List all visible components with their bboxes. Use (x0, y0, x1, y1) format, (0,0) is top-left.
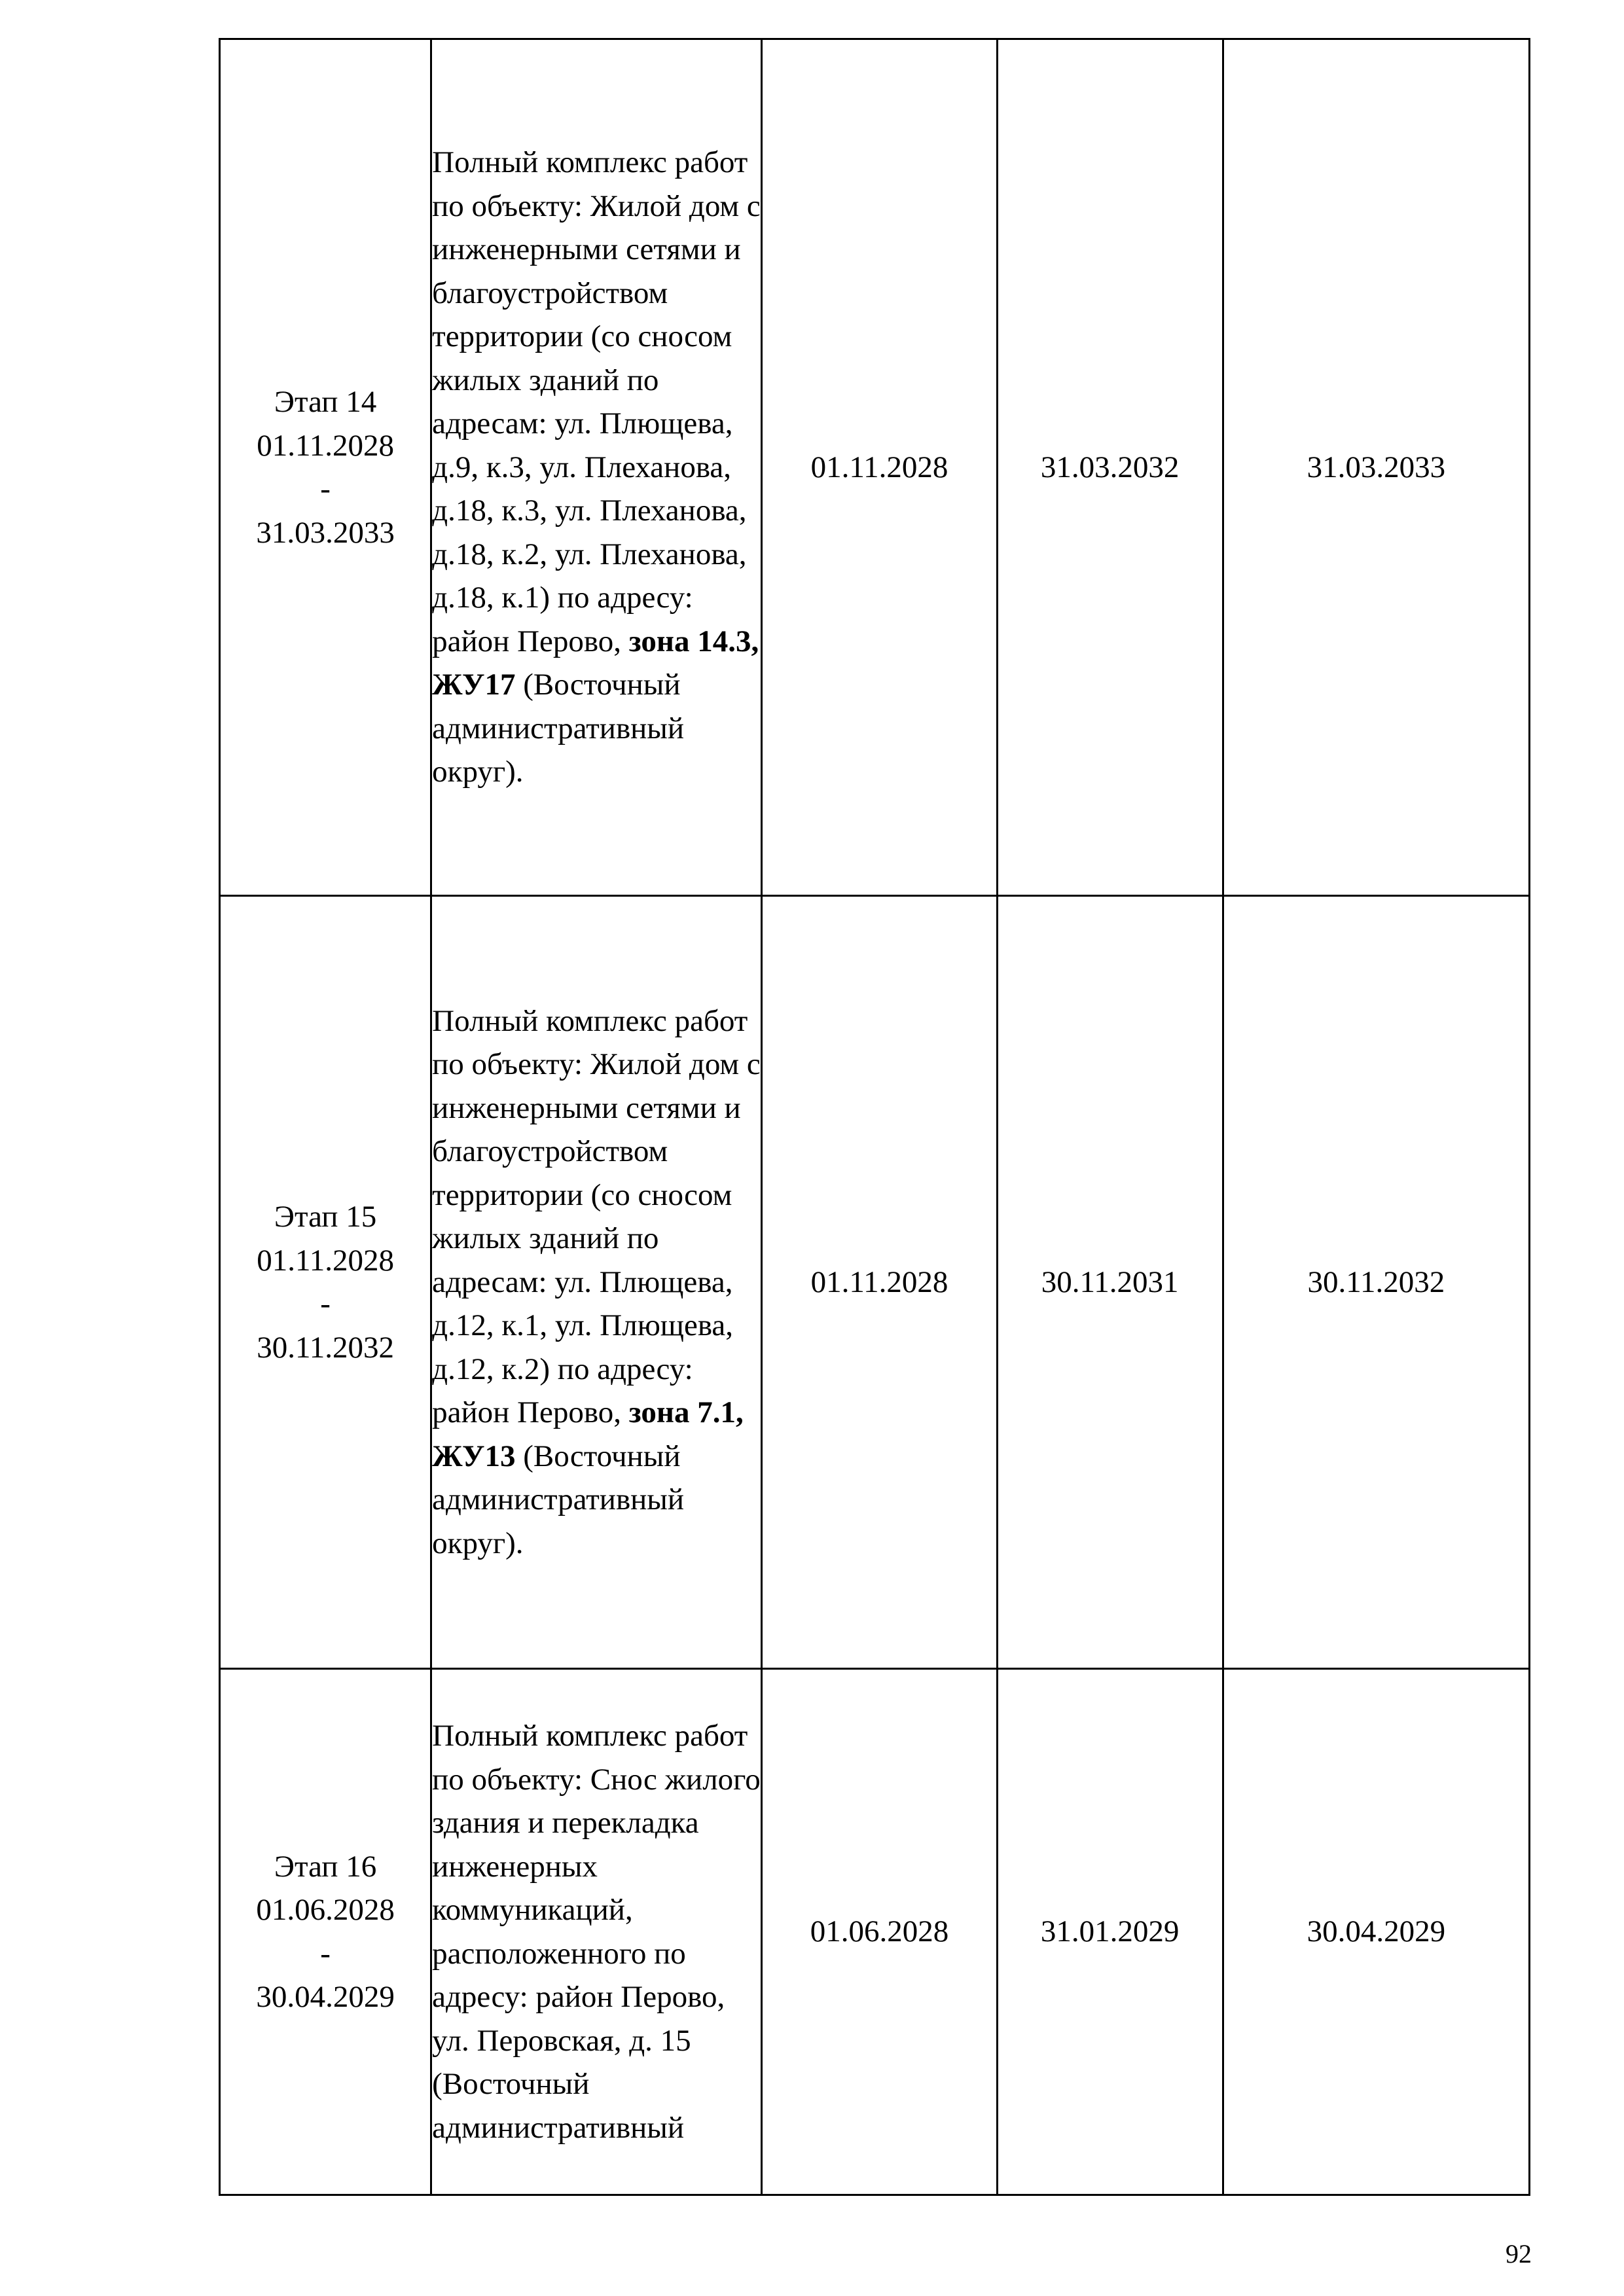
stage-label: Этап 15 (274, 1200, 377, 1234)
date-end-cell: 30.04.2029 (1223, 1669, 1529, 2195)
work-description (431, 896, 762, 1669)
schedule-table (219, 38, 1530, 2196)
date-start-cell: 01.11.2028 (762, 39, 997, 896)
work-description (431, 39, 762, 896)
date-mid-cell: 30.11.2031 (997, 896, 1223, 1669)
date-start-cell: 01.11.2028 (762, 896, 997, 1669)
description-zone: зона 7.1, ЖУ13 (432, 1395, 744, 1473)
description-text: Полный комплекс работ по объекту: Жилой дом с инженерными сетями и благоустройством территории (со сносом жилых зданий по адресам: ул. Плющева, д.12, к.1, ул. Плющева, д.12, к.2) по адресу: район Перово, (432, 1003, 761, 1430)
stage-dash: - (320, 472, 331, 506)
stage-dash: - (320, 1287, 331, 1321)
date-end-cell: 30.11.2032 (1223, 896, 1529, 1669)
stage-end-date: 30.04.2029 (256, 1980, 395, 2014)
description-text: Полный комплекс работ по объекту: Снос жилого здания и перекладка инженерных коммуникаций, расположенного по адресу: район Перово, ул. Перовская, д. 15 (Восточный административный (432, 1719, 761, 2145)
description-zone: зона 14.3, ЖУ17 (432, 624, 759, 702)
stage-end-date: 31.03.2033 (256, 515, 395, 550)
description-text: Полный комплекс работ по объекту: Жилой дом с инженерными сетями и благоустройством территории (со сносом жилых зданий по адресам: ул. Плющева, д.9, к.3, ул. Плеханова, д.18, к.3, ул. Плеханова, д.18, к.2, ул. Плеханова, д.18, к.1) по адресу: район Перово, (432, 145, 761, 658)
stage-cell (220, 1669, 431, 2195)
table-row (220, 896, 1530, 1669)
stage-cell (220, 896, 431, 1669)
description-tail: (Восточный административный округ). (432, 1439, 685, 1560)
page-number: 92 (1506, 2239, 1532, 2269)
stage-label: Этап 14 (274, 385, 377, 419)
date-start-cell: 01.06.2028 (762, 1669, 997, 2195)
table-row (220, 1669, 1530, 2195)
stage-start-date: 01.06.2028 (256, 1893, 395, 1927)
date-end-cell: 31.03.2033 (1223, 39, 1529, 896)
stage-dash: - (320, 1936, 331, 1971)
work-description (431, 1669, 762, 2195)
stage-start-date: 01.11.2028 (257, 428, 394, 463)
stage-end-date: 30.11.2032 (257, 1330, 394, 1365)
date-mid-cell: 31.03.2032 (997, 39, 1223, 896)
table-row (220, 39, 1530, 896)
stage-label: Этап 16 (274, 1849, 377, 1884)
date-mid-cell: 31.01.2029 (997, 1669, 1223, 2195)
stage-cell (220, 39, 431, 896)
stage-start-date: 01.11.2028 (257, 1243, 394, 1278)
description-tail: (Восточный административный округ). (432, 668, 685, 789)
